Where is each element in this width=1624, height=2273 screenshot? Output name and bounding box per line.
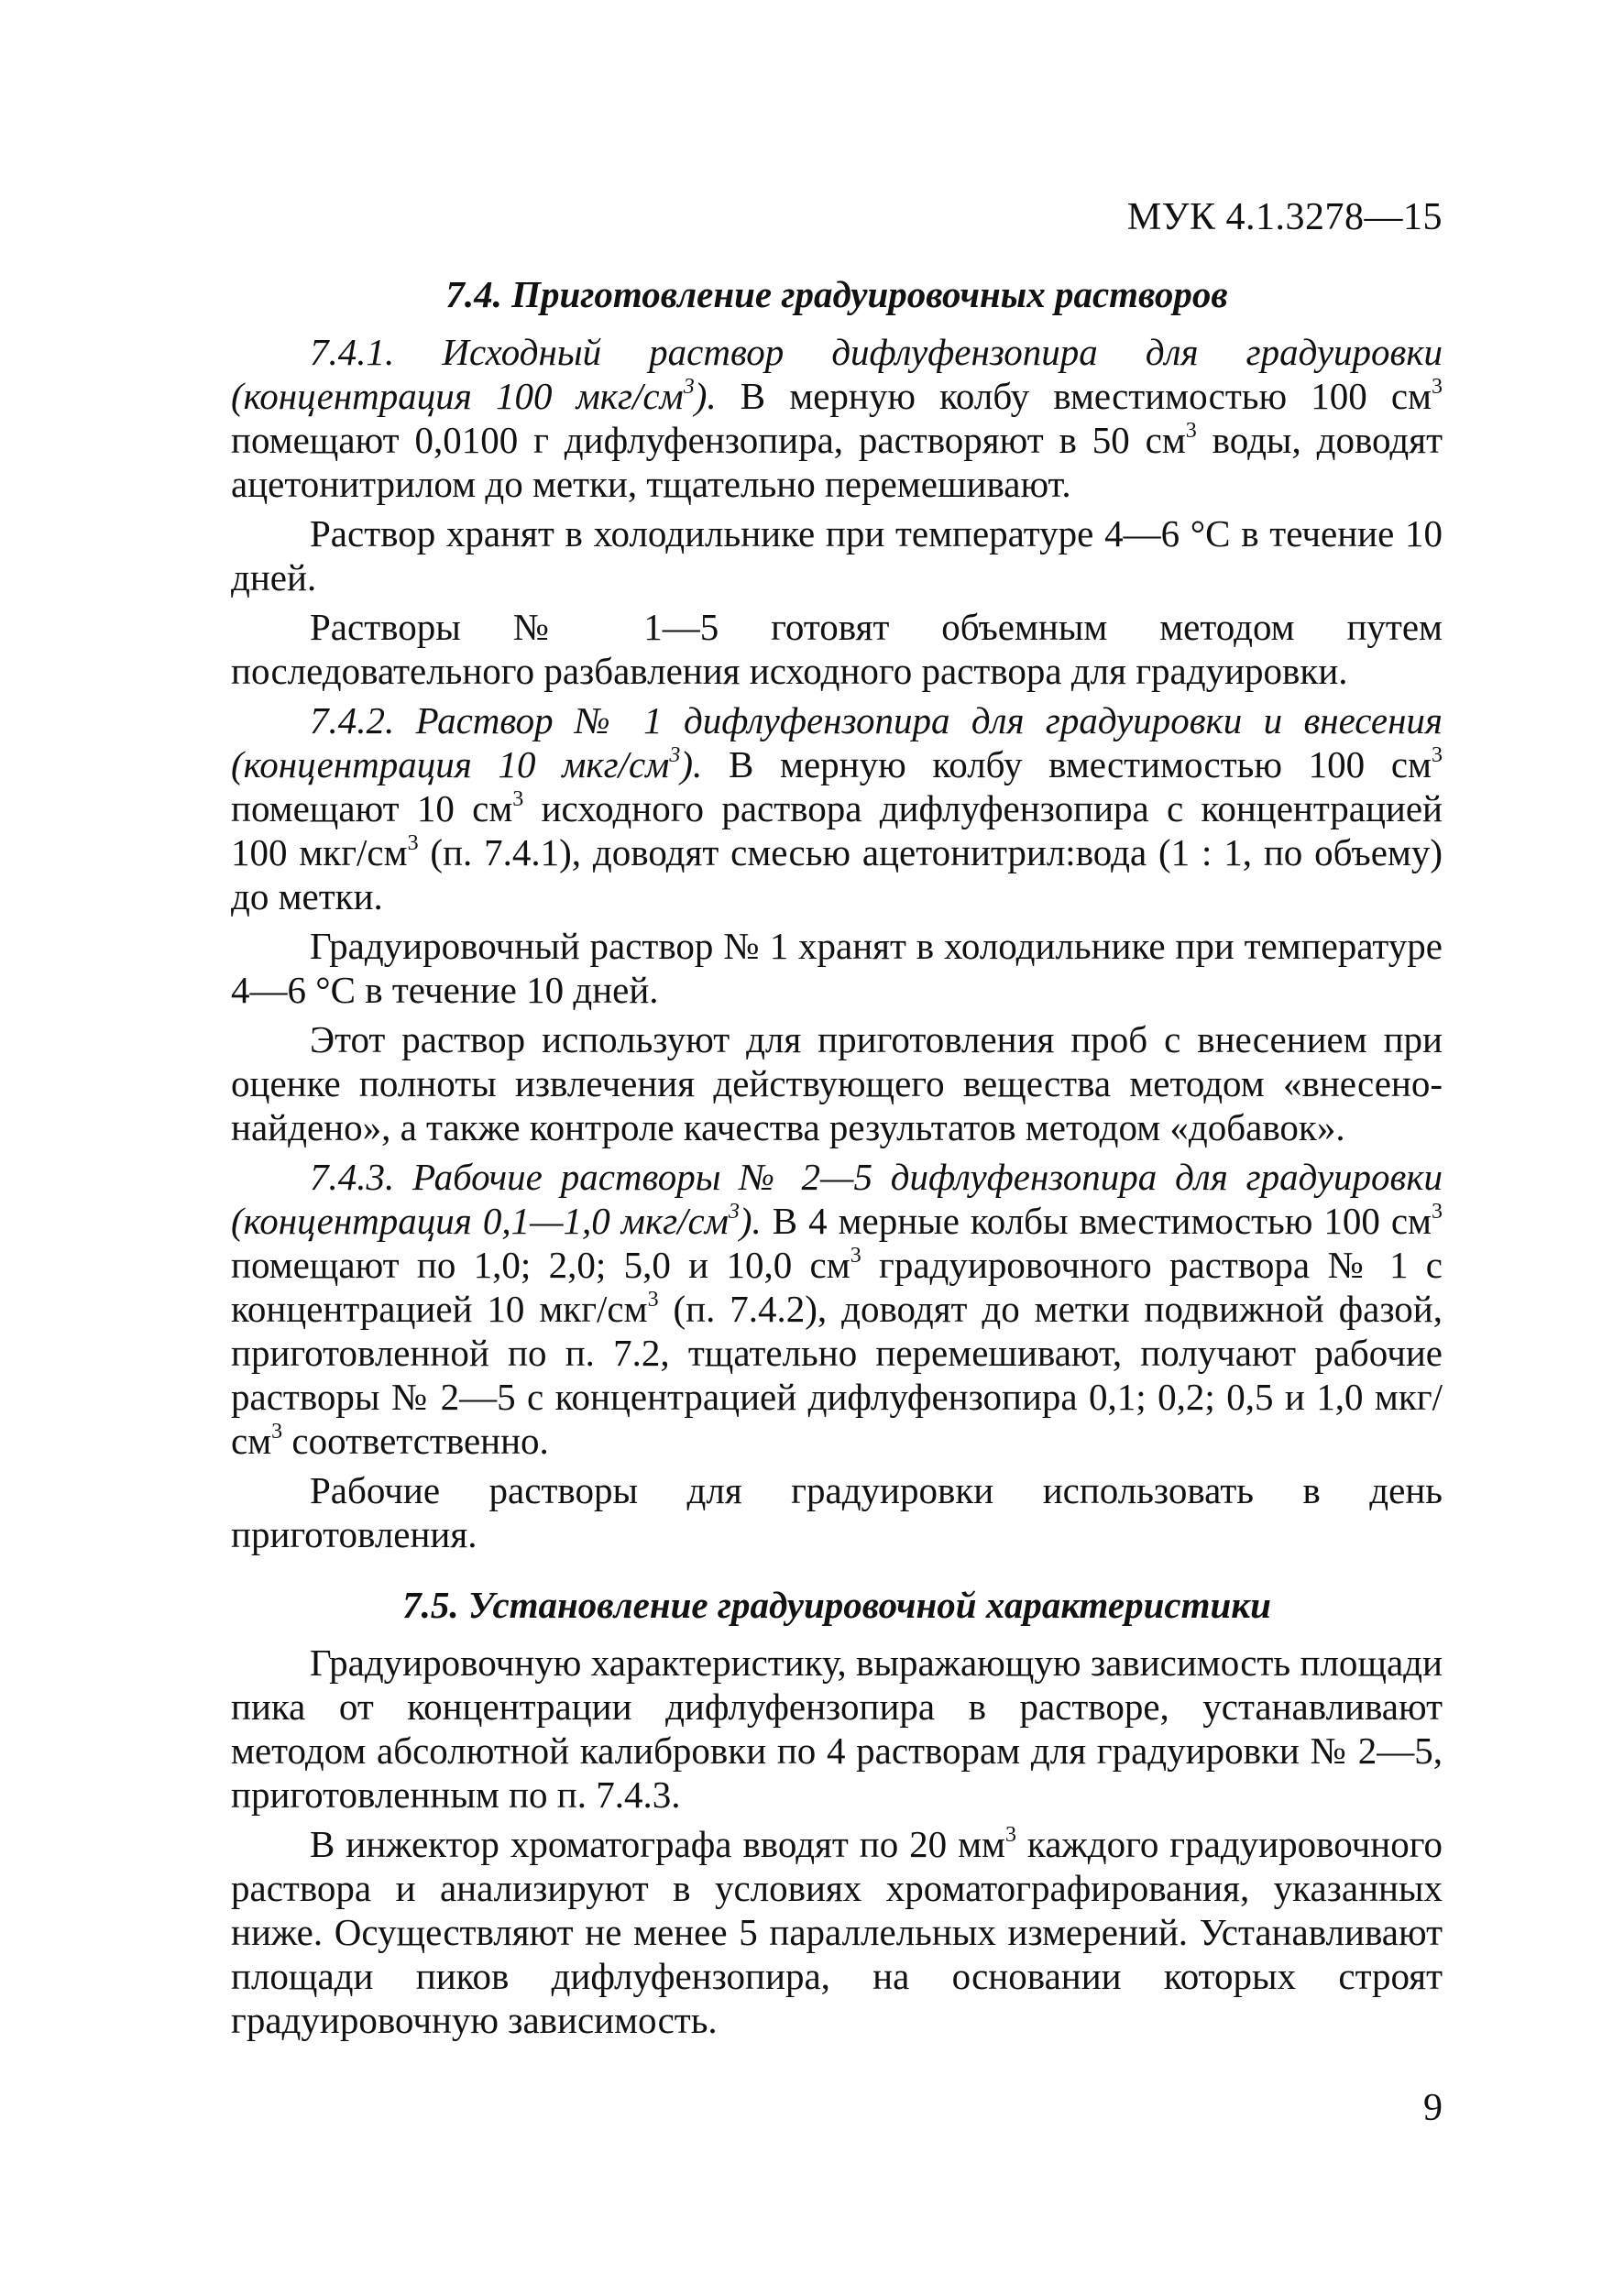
paragraph-7-4-3-title: 7.4.3. Рабочие растворы № 2—5 дифлуфензопира для градуировки (концентрация 0,1—1,0 мкг/$см^3$). [231, 1156, 1443, 1242]
paragraph-storage-solution-1: Градуировочный раствор № 1 хранят в холодильнике при температуре 4—6 °С в течение 10 дней. [231, 925, 1443, 1011]
paragraph-7-4-1-title: 7.4.1. Исходный раствор дифлуфензопира для градуировки (концентрация 100 мкг/$см^3$). [231, 331, 1443, 417]
paragraph-7-4-1: 7.4.1. Исходный раствор дифлуфензопира для градуировки (концентрация 100 мкг/$см^3$). В мерную колбу вместимостью 100 $см^3$ помещают 0,0100 г дифлуфензопира, растворяют в 50 $см^3$ воды, доводят ацетонитрилом до метки, тщательно перемешивают. [231, 331, 1443, 505]
paragraph-solution-usage: Этот раствор используют для приготовления проб с внесением при оценке полноты извлечения действующего вещества методом «внесено-найдено», а также контроле качества результатов методом «добавок». [231, 1018, 1443, 1148]
paragraph-7-4-2-title: 7.4.2. Раствор № 1 дифлуфензопира для градуировки и внесения (концентрация 10 мкг/$см^3$). [231, 699, 1443, 785]
paragraph-injection-procedure: В инжектор хроматографа вводят по 20 $мм^3$ каждого градуировочного раствора и анализируют в условиях хроматографирования, указанных ниже. Осуществляют не менее 5 параллельных измерений. Устанавливают площади пиков дифлуфензопира, на основании которых строят градуировочную зависимость. [231, 1823, 1443, 2041]
document-code-header: МУК 4.1.3278—15 [1126, 196, 1443, 238]
paragraph-dilution-method: Растворы № 1—5 готовят объемным методом путем последовательного разбавления исходного раствора для градуировки. [231, 606, 1443, 692]
paragraph-working-solutions-usage: Рабочие растворы для градуировки использовать в день приготовления. [231, 1469, 1443, 1555]
page-number: 9 [1423, 2087, 1443, 2129]
section-heading-7-4: 7.4. Приготовление градуировочных растворов [445, 273, 1228, 315]
paragraph-calibration-characteristic: Градуировочную характеристику, выражающую зависимость площади пика от концентрации дифлуфензопира в растворе, устанавливают методом абсолютной калибровки по 4 растворам для градуировки № 2—5, приготовленным по п. 7.4.3. [231, 1642, 1443, 1816]
paragraph-storage-stock: Раствор хранят в холодильнике при температуре 4—6 °С в течение 10 дней. [231, 512, 1443, 598]
section-heading-7-5: 7.5. Установление градуировочной характеристики [402, 1584, 1271, 1626]
paragraph-7-4-2: 7.4.2. Раствор № 1 дифлуфензопира для градуировки и внесения (концентрация 10 мкг/$см^3$). В мерную колбу вместимостью 100 $см^3$ помещают 10 $см^3$ исходного раствора дифлуфензопира с концентрацией 100 мкг/$см^3$ (п. 7.4.1), доводят смесью ацетонитрил:вода (1 : 1, по объему) до метки. [231, 699, 1443, 917]
paragraph-7-4-3: 7.4.3. Рабочие растворы № 2—5 дифлуфензопира для градуировки (концентрация 0,1—1,0 мкг/$см^3$). В 4 мерные колбы вместимостью 100 $см^3$ помещают по 1,0; 2,0; 5,0 и 10,0 $см^3$ градуировочного раствора № 1 с концентрацией 10 мкг/$см^3$ (п. 7.4.2), доводят до метки подвижной фазой, приготовленной по п. 7.2, тщательно перемешивают, получают рабочие растворы № 2—5 с концентрацией дифлуфензопира 0,1; 0,2; 0,5 и 1,0 мкг/$см^3$ соответственно. [231, 1156, 1443, 1462]
page-content [231, 271, 1443, 2048]
